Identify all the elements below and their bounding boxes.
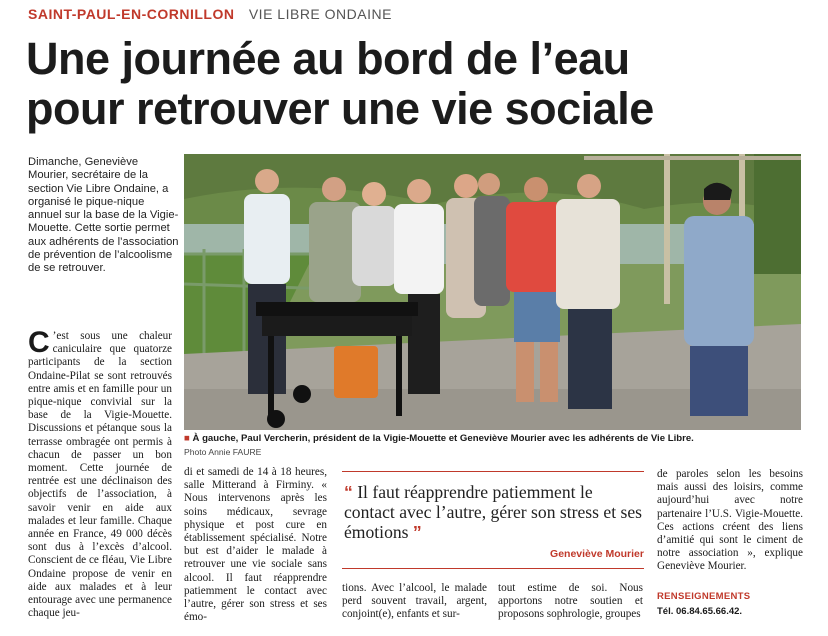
- kicker-section: VIE LIBRE ONDAINE: [248, 6, 392, 22]
- article-column-3: tions. Avec l’alcool, le malade perd souvent travail, argent, conjoint(e), enfants et sur-: [342, 582, 487, 621]
- info-phone: Tél. 06.84.65.66.42.: [657, 606, 743, 617]
- info-box: [657, 591, 817, 617]
- article-column-2: di et samedi de 14 à 18 heures, salle Mitterand à Firminy. « Nous intervenons après les soins médicaux, sevrage physique et post cure en établissement spécialisé. Notre but est d’aider le malade à retrouver une vie sociale sans alcool. Il faut réapprendre patiemment le contact avec l’autre, gérer son stress et ses émo-: [184, 466, 327, 624]
- caption-text: À gauche, Paul Vercherin, président de la Vigie-Mouette et Geneviève Mourier avec les adhérents de Vie Libre.: [192, 433, 694, 444]
- kicker: [28, 6, 392, 22]
- quote-author: Geneviève Mourier: [550, 548, 644, 560]
- caption-bullet: ■: [184, 433, 190, 444]
- group-photo-image: [184, 154, 801, 430]
- group-photo: [184, 154, 801, 430]
- quote-text: Il faut réapprendre patiemment le contact avec l’autre, gérer son stress et ses émotions: [344, 482, 642, 542]
- article-column-5: de paroles selon les besoins mais aussi des loisirs, comme aujourd’hui avec notre partenaire l’U.S. Vigie-Mouette. Ces actions créent des liens d’amitié qui sont le ciment de notre association », explique Geneviève Mourier.: [657, 468, 803, 573]
- headline: [26, 34, 816, 134]
- kicker-place: SAINT-PAUL-EN-CORNILLON: [28, 6, 235, 22]
- quote-rule-top: [342, 471, 644, 472]
- lead-paragraph: Dimanche, Geneviève Mourier, secrétaire de la section Vie Libre Ondaine, a organisé le pique-nique annuel sur la base de la Vigie-Mouette. Cette sortie permet aux adhérents de l’association de prévention de l’alcoolisme de se retrouver.: [28, 156, 179, 275]
- photo-credit: Photo Annie FAURE: [184, 447, 262, 457]
- article-column-1: [28, 326, 172, 620]
- headline-line-2: pour retrouver une vie sociale: [26, 83, 654, 134]
- article-column-4: tout estime de soi. Nous apportons notre soutien et proposons sophrologie, groupes: [498, 582, 643, 621]
- photo-caption: [184, 433, 804, 444]
- info-label: RENSEIGNEMENTS: [657, 591, 751, 602]
- article-column-1-text: ’est sous une chaleur caniculaire que quatorze participants de la section Ondaine-Pilat se sont retrouvés entre amis et en famille pour un pique-nique convivial sur la base de la Vigie-Mouette. Discussions et pétanque sous la terrasse ombragée ont permis à chacun de passer un bon moment. Cette journée de rentrée est une déclinaison des objectifs de l’association, à savoir venir en aide aux malades et leur famille. Chaque année en France, 49 000 décès sont dus à l’excès d’alcool. Conscient de ce fléau, Vie Libre Ondaine propose de venir en aide aux malades et à leur entourage avec une permanence chaque jeu-: [28, 330, 172, 620]
- headline-line-1: Une journée au bord de l’eau: [26, 33, 630, 84]
- quote-text-block: [342, 482, 644, 542]
- drop-cap: C: [28, 326, 50, 359]
- quote-rule-bottom: [342, 568, 644, 569]
- quote-open-mark: “: [344, 482, 353, 502]
- quote-close-mark: ”: [412, 522, 422, 542]
- pull-quote: [342, 471, 644, 569]
